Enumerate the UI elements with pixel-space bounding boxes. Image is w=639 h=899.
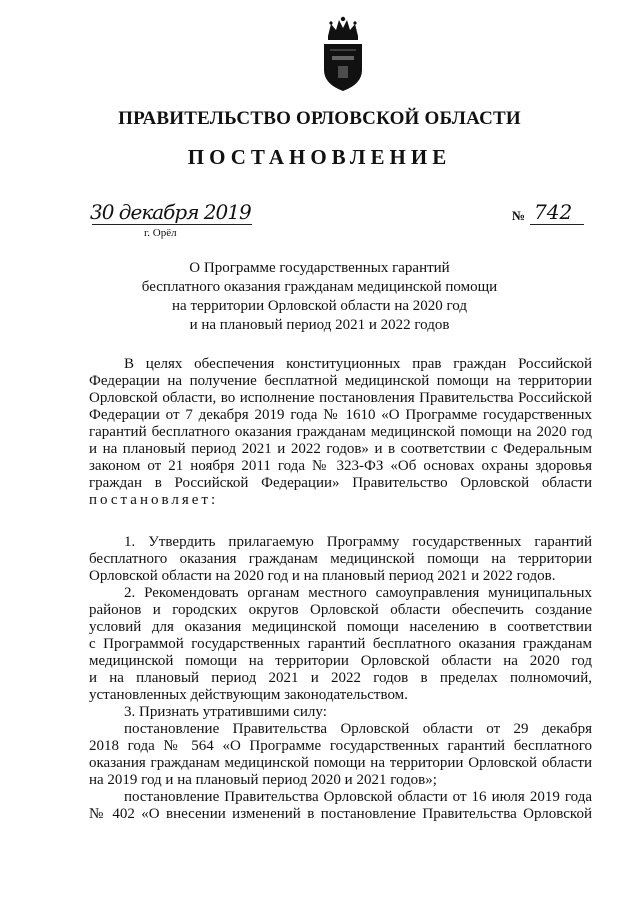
city: г. Орёл (144, 227, 177, 239)
number-underline (530, 224, 584, 225)
body-line: 3. Признать утратившими силу: (124, 704, 327, 720)
body-line: с Программой государственных гарантий бесплатного оказания гражданам (89, 636, 592, 652)
body-line: Орловской области, во исполнение постановления Правительства Российской (89, 390, 592, 406)
document-type: ПОСТАНОВЛЕНИЕ (187, 145, 452, 169)
body-line: Федерации от 7 декабря 2019 года № 1610 «О Программе государственных (89, 407, 592, 423)
body-line: 2018 года № 564 «О Программе государственных гарантий бесплатного (89, 738, 592, 754)
title-line: на территории Орловской области на 2020 год (172, 298, 467, 314)
organization-name: ПРАВИТЕЛЬСТВО ОРЛОВСКОЙ ОБЛАСТИ (118, 108, 521, 129)
body-line: № 402 «О внесении изменений в постановление Правительства Орловской (89, 806, 592, 822)
body-line: гарантий бесплатного оказания гражданам медицинской помощи на 2020 год (89, 424, 592, 440)
body-line: бесплатного оказания гражданам медицинской помощи на территории (89, 551, 592, 567)
body-line: постановление Правительства Орловской области от 29 декабря (124, 721, 592, 737)
title-line: бесплатного оказания гражданам медицинской помощи (141, 279, 498, 295)
title-line: О Программе государственных гарантий (189, 260, 450, 276)
body-line: и на плановый период 2021 и 2022 годов в пределах полномочий, (89, 670, 592, 686)
number-handwritten: 742 (534, 200, 573, 224)
date-underline (92, 224, 252, 225)
body-line: медицинской помощи на территории Орловской области на 2020 год (89, 653, 592, 669)
body-line: 2. Рекомендовать органам местного самоуправления муниципальных (124, 585, 592, 601)
document-title (0, 259, 639, 335)
number-label: № (512, 208, 526, 223)
body-line: В целях обеспечения конституционных прав граждан Российской (124, 356, 592, 372)
body-line: 1. Утвердить прилагаемую Программу государственных гарантий (124, 534, 592, 550)
body-line: постановляет: (89, 492, 219, 508)
coat-of-arms-icon (318, 16, 368, 92)
body-line: Федерации на получение бесплатной медицинской помощи на территории (89, 373, 592, 389)
body-line: условий для оказания медицинской помощи населению в соответствии (89, 619, 592, 635)
date-handwritten: 30 декабря 2019 (90, 200, 251, 224)
body-line: законом от 21 ноября 2011 года № 323-ФЗ «Об основах охраны здоровья (89, 458, 592, 474)
title-line: и на плановый период 2021 и 2022 годов (189, 317, 450, 333)
body-line: постановление Правительства Орловской области от 16 июля 2019 года (124, 789, 592, 805)
body-line: оказания гражданам медицинской помощи на территории Орловской области (89, 755, 592, 771)
body-line: установленных действующим законодательством. (89, 687, 408, 703)
body-line: и на плановый период 2021 и 2022 годов» и в соответствии с Федеральным (89, 441, 592, 457)
body-line: Орловской области на 2020 год и на плановый период 2021 и 2022 годов. (89, 568, 556, 584)
body-line: граждан в Российской Федерации» Правительство Орловской области (89, 475, 592, 491)
body-line: на 2019 год и на плановый период 2020 и 2021 годов»; (89, 772, 437, 788)
body-line: районов и городских округов Орловской области обеспечить создание (89, 602, 592, 618)
